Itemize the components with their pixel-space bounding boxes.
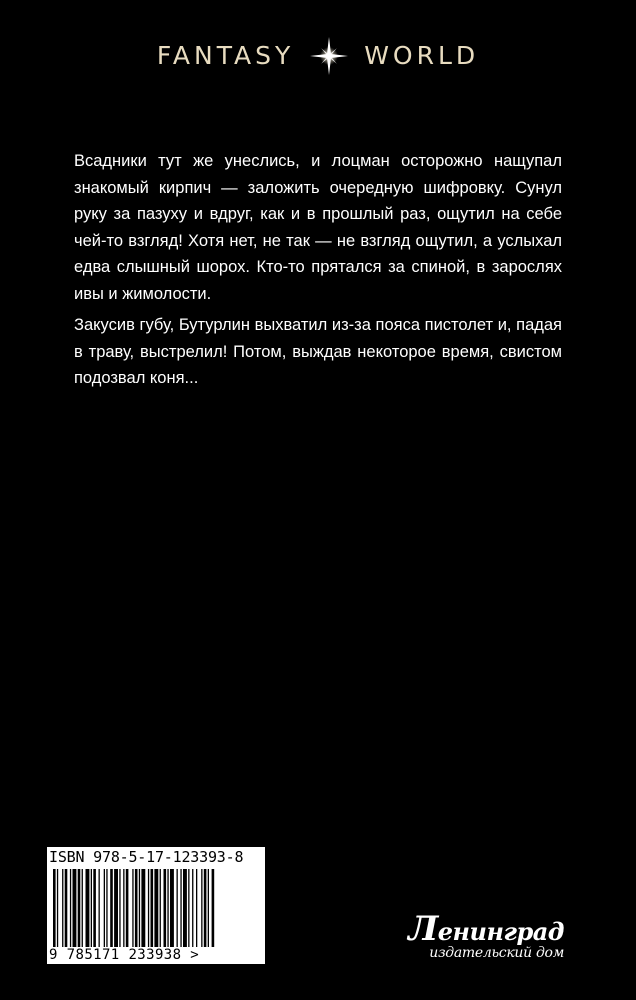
barcode-digits: 9 785171 233938 > [49,947,263,964]
barcode-bars [53,869,259,947]
series-logo [0,36,636,76]
publisher-name: Ленинград [408,909,564,949]
publisher-subtitle: издательский дом [429,945,564,961]
publisher-logo [408,909,564,961]
series-name-right: WORLD [364,41,480,70]
blurb-paragraph-1: Всадники тут же унеслись, и лоцман осторожно нащупал знакомый кирпич — заложить очередную шифровку. Сунул руку за пазуху и вдруг, как и в прошлый раз, ощутил на себе чей-то взгляд! Хотя нет, не так — не взгляд ощутил, а услыхал едва слышный шорох. Кто-то прятался за спиной, в зарослях ивы и жимолости. [74,152,562,303]
series-name-left: FANTASY [156,41,295,70]
sparkle-star-icon [309,36,349,76]
blurb-paragraph-2: Закусив губу, Бутурлин выхватил из-за пояса пистолет и, падая в траву, выстрелил! Потом, выждав некоторое время, свистом подозвал коня... [74,316,562,387]
blurb-text [74,148,562,397]
isbn-label: ISBN 978-5-17-123393-8 [49,848,244,866]
isbn-barcode [47,847,265,964]
